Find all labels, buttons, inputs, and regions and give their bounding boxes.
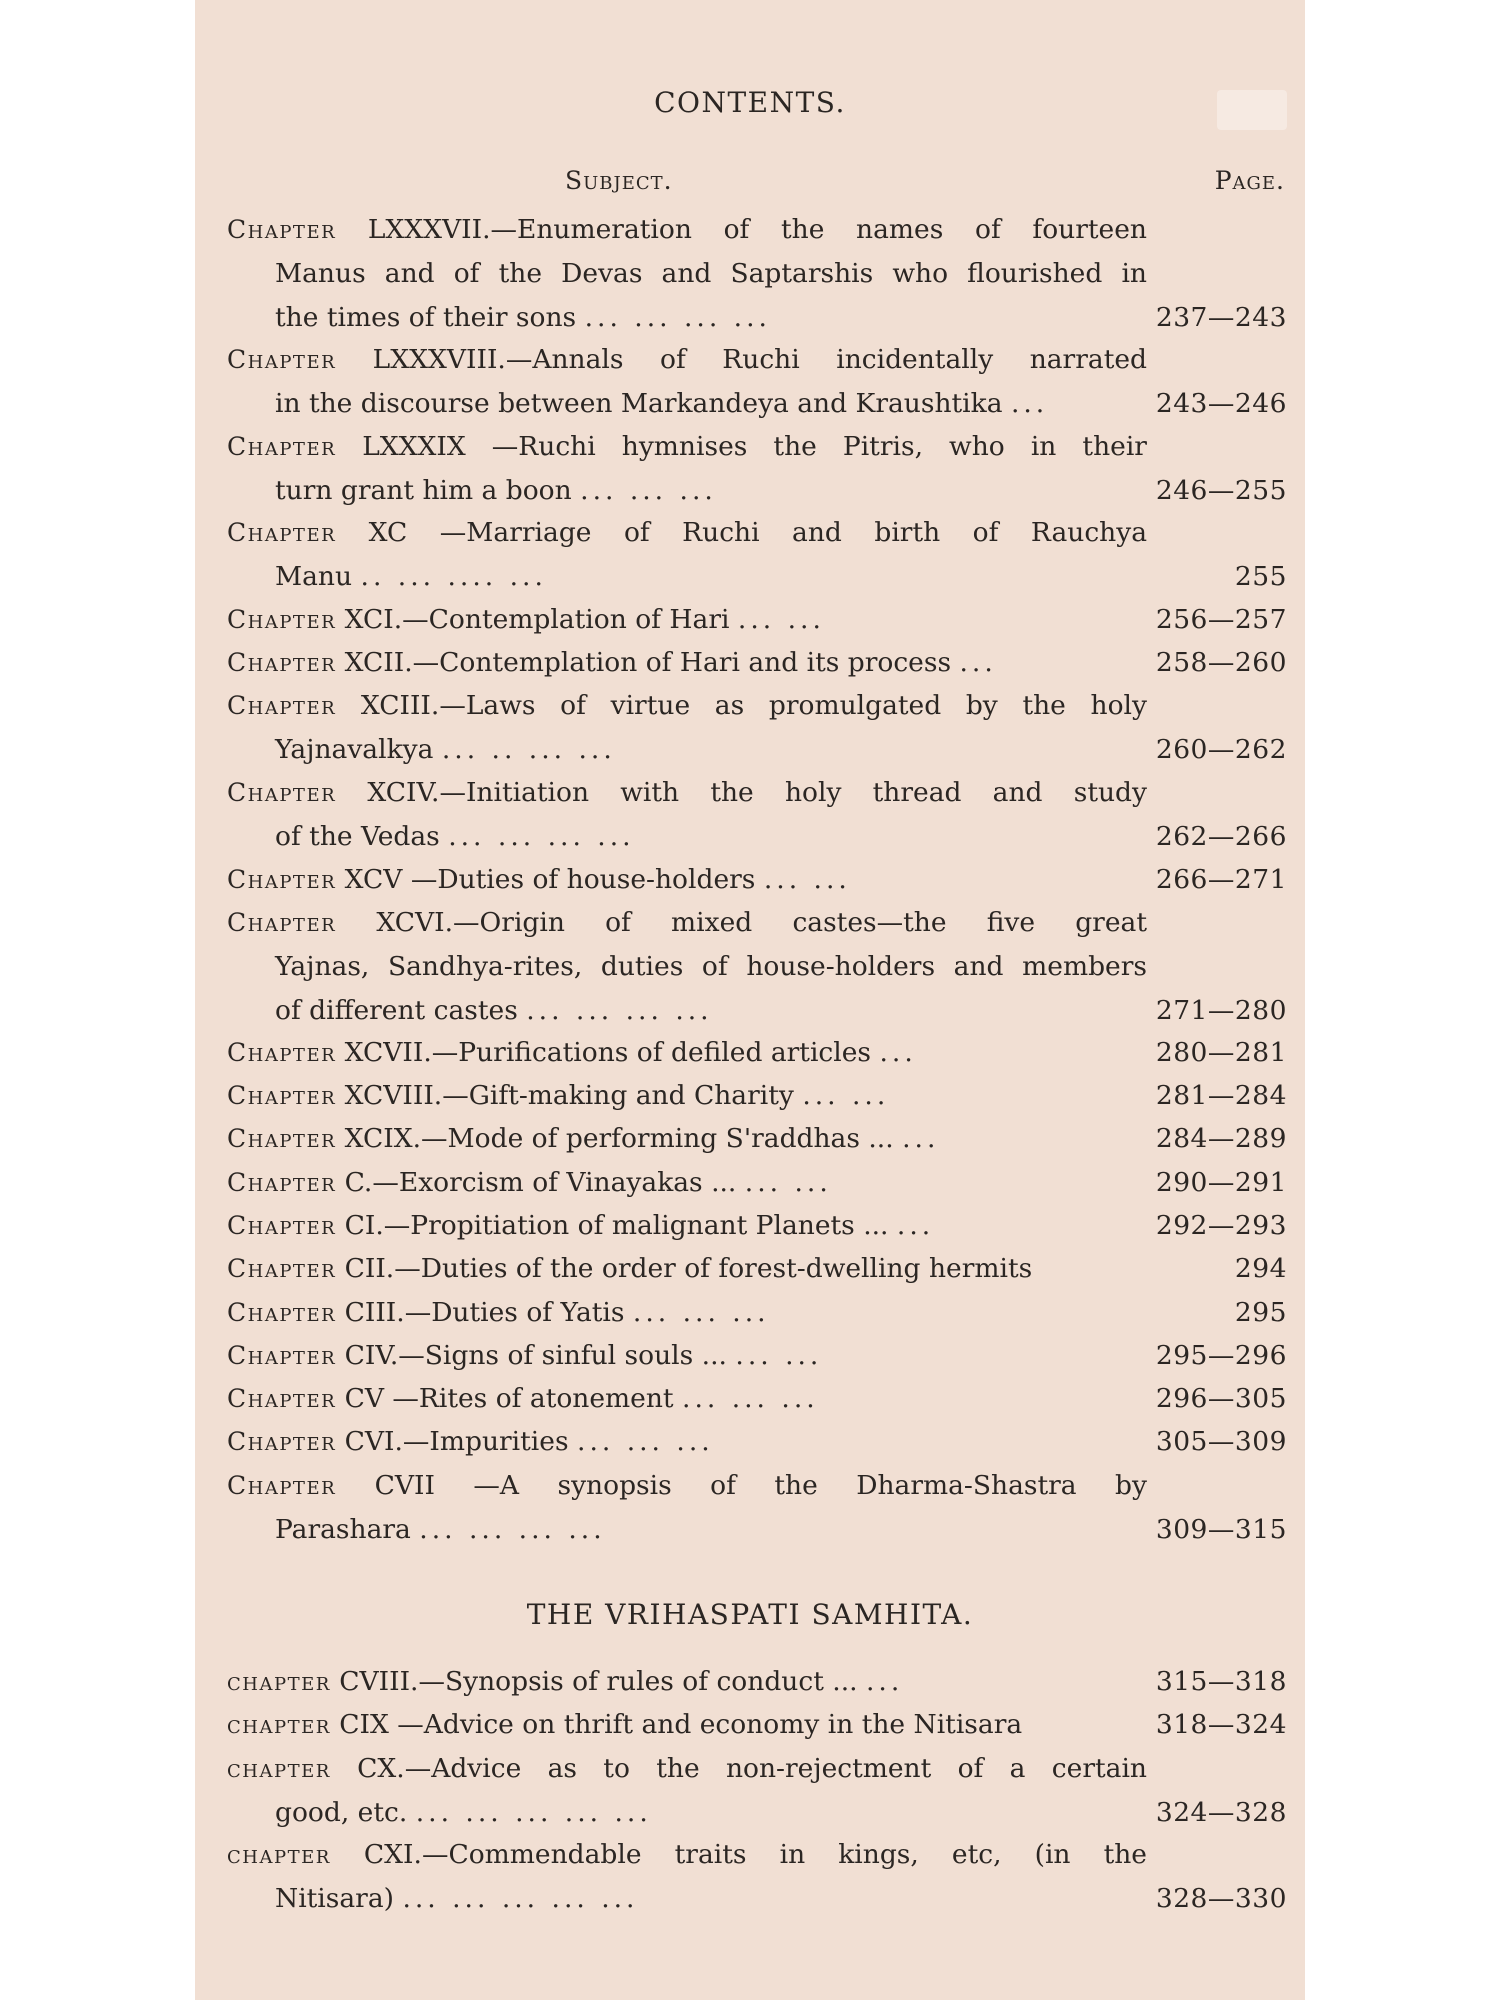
- chapter-description: —Commendable traits in kings, etc, (in the: [421, 1839, 1147, 1871]
- entry-text: [227, 598, 1147, 642]
- chapter-description: —Signs of sinful souls ...: [398, 1339, 727, 1371]
- chapter-numeral: XCIV.: [367, 776, 440, 808]
- chapter-description: Yajnas, Sandhya-rites, duties of house-holders and members: [275, 950, 1147, 982]
- entry-line: [227, 728, 1287, 772]
- entry-text: [227, 858, 1147, 902]
- chapter-description: —Duties of Yatis: [404, 1296, 625, 1328]
- leader-dots: ... ...: [802, 1080, 890, 1111]
- page-number: 292—293: [1155, 1209, 1287, 1241]
- entry-line: [227, 296, 1287, 340]
- entry-text: [227, 1791, 1147, 1835]
- chapter-numeral: LXXXVII.: [367, 214, 491, 245]
- leader-dots: ...: [1010, 387, 1049, 419]
- section-heading: THE VRIHASPATI SAMHITA.: [526, 1598, 974, 1631]
- chapter-label: Chapter: [227, 777, 337, 807]
- chapter-description: —Laws of virtue as promulgated by the holy: [439, 690, 1147, 722]
- chapter-description: —Initiation with the holy thread and study: [439, 776, 1147, 808]
- page-number: 309—315: [1155, 1513, 1287, 1545]
- chapter-description: —Annals of Ruchi incidentally narrated: [505, 343, 1147, 375]
- chapter-label: Chapter: [227, 604, 337, 634]
- leader-dots: ...: [902, 1123, 940, 1155]
- chapter-description: —Exorcism of Vinayakas ...: [372, 1166, 737, 1198]
- chapter-numeral: XC: [368, 517, 408, 549]
- chapter-description: Manu: [275, 561, 353, 593]
- leader-dots: ... ... ...: [577, 1426, 714, 1458]
- leader-dots: ...: [865, 1666, 904, 1697]
- entry-line: [227, 338, 1287, 382]
- chapter-label: Chapter: [227, 1210, 337, 1240]
- chapter-label: Chapter: [227, 518, 337, 548]
- chapter-numeral: LXXXIX: [362, 430, 466, 462]
- toc-entry: [227, 1660, 1287, 1704]
- toc-entry: [227, 511, 1287, 599]
- toc-entry: [227, 208, 1287, 340]
- toc-entry: [227, 1031, 1287, 1075]
- chapter-description: Manus and of the Devas and Saptarshis who flourished in: [275, 258, 1147, 289]
- chapter-numeral: CXI.: [363, 1839, 422, 1871]
- page-number: 296—305: [1155, 1383, 1287, 1415]
- entry-line: [227, 641, 1287, 685]
- toc-entry: [227, 1334, 1287, 1378]
- chapter-label: Chapter: [227, 691, 337, 721]
- chapter-numeral: XCIX.: [344, 1123, 422, 1155]
- chapter-label: Chapter: [227, 1384, 337, 1414]
- entry-text: [227, 1117, 1147, 1161]
- chapter-description: —Duties of house-holders: [402, 863, 756, 895]
- entry-line: [227, 858, 1287, 902]
- entry-text: [227, 1833, 1147, 1877]
- chapter-description: —Impurities: [402, 1426, 569, 1458]
- toc-entry: [227, 1291, 1287, 1335]
- toc-entry: [227, 1117, 1287, 1161]
- chapter-numeral: CVIII.: [339, 1666, 419, 1697]
- leader-dots: ... ... ...: [580, 474, 717, 506]
- subject-column-header: Subject.: [565, 166, 673, 195]
- page-number: 281—284: [1155, 1080, 1287, 1111]
- chapter-description: —Ruchi hymnises the Pitris, who in their: [465, 430, 1147, 462]
- leader-dots: ... ... ...: [632, 1296, 770, 1328]
- chapter-description: —Purifications of defiled articles: [431, 1036, 872, 1068]
- entry-text: [227, 1877, 1147, 1921]
- chapter-numeral: XCII.: [344, 647, 413, 678]
- toc-entry: [227, 1247, 1287, 1291]
- chapter-label: Chapter: [227, 907, 337, 937]
- toc-entry: [227, 858, 1287, 902]
- toc-entry: [227, 338, 1287, 426]
- chapter-description: of the Vedas: [275, 820, 440, 852]
- chapter-label: Chapter: [227, 1167, 337, 1197]
- entry-line: [227, 1291, 1287, 1335]
- leader-dots: ... ... ... ... ...: [415, 1796, 652, 1828]
- leader-dots: ... .. ... ...: [441, 734, 616, 766]
- chapter-label: Chapter: [227, 1340, 337, 1370]
- entry-line: [227, 1334, 1287, 1378]
- entry-text: [227, 425, 1147, 469]
- entry-text: [227, 511, 1147, 555]
- entry-line: [227, 252, 1287, 296]
- entry-text: [227, 989, 1147, 1033]
- page-number: 318—324: [1155, 1709, 1287, 1741]
- entry-text: [227, 1703, 1147, 1747]
- toc-entry: [227, 1074, 1287, 1118]
- chapter-description: —Duties of the order of forest-dwelling hermits: [394, 1253, 1033, 1285]
- leader-dots: ... ...: [744, 1166, 832, 1198]
- page-number: 260—262: [1155, 734, 1287, 766]
- toc-entry: [227, 1161, 1287, 1205]
- page-number: 255: [1234, 561, 1287, 593]
- chapter-numeral: CV: [344, 1383, 384, 1415]
- chapter-label: chapter: [227, 1710, 331, 1740]
- entry-text: [227, 252, 1147, 296]
- leader-dots: ...: [959, 647, 997, 678]
- chapter-numeral: CX.: [357, 1752, 405, 1784]
- entry-line: [227, 945, 1287, 989]
- entry-text: [227, 1747, 1147, 1791]
- page-number: 305—309: [1155, 1426, 1287, 1458]
- toc-entry: [227, 598, 1287, 642]
- contents-heading: CONTENTS.: [654, 86, 846, 119]
- entry-text: [227, 338, 1147, 382]
- chapter-label: Chapter: [227, 1297, 337, 1327]
- page-number: 271—280: [1155, 994, 1287, 1026]
- chapter-numeral: XCVIII.: [344, 1080, 443, 1111]
- entry-text: [227, 1660, 1147, 1704]
- toc-entry: [227, 901, 1287, 1033]
- chapter-numeral: XCIII.: [360, 690, 440, 722]
- entry-text: [227, 815, 1147, 859]
- entry-text: [227, 208, 1147, 252]
- leader-dots: .. ... .... ...: [360, 561, 547, 593]
- entry-line: [227, 511, 1287, 555]
- entry-text: [227, 382, 1147, 426]
- leader-dots: ...: [896, 1209, 935, 1241]
- entry-text: [227, 901, 1147, 945]
- chapter-label: Chapter: [227, 1254, 337, 1284]
- entry-line: [227, 208, 1287, 252]
- entry-line: [227, 771, 1287, 815]
- entry-line: [227, 901, 1287, 945]
- entry-text: [227, 1420, 1147, 1464]
- chapter-label: Chapter: [227, 1124, 337, 1154]
- chapter-label: Chapter: [227, 1427, 337, 1457]
- chapter-description: —Enumeration of the names of fourteen: [490, 214, 1147, 245]
- chapter-label: chapter: [227, 1753, 331, 1783]
- toc-entry: [227, 425, 1287, 513]
- page-number: 256—257: [1155, 603, 1287, 635]
- page-number: 237—243: [1155, 302, 1287, 333]
- chapter-numeral: XCVI.: [376, 906, 454, 938]
- chapter-label: chapter: [227, 1667, 331, 1696]
- toc-entry: [227, 771, 1287, 859]
- chapter-description: —Propitiation of malignant Planets ...: [383, 1209, 889, 1241]
- page-column-header: Page.: [1214, 166, 1285, 195]
- entry-text: [227, 1291, 1147, 1335]
- chapter-label: Chapter: [227, 431, 337, 461]
- chapter-description: Yajnavalkya: [275, 734, 434, 766]
- page-number: 266—271: [1155, 863, 1287, 895]
- entry-text: [227, 1334, 1147, 1378]
- entry-line: [227, 1031, 1287, 1075]
- chapter-numeral: CIII.: [344, 1296, 405, 1328]
- entry-text: [227, 1204, 1147, 1248]
- chapter-description: Parashara: [275, 1513, 411, 1545]
- entry-line: [227, 598, 1287, 642]
- chapter-description: —Advice as to the non-rejectment of a certain: [404, 1752, 1147, 1784]
- leader-dots: ... ... ...: [682, 1383, 819, 1415]
- entry-line: [227, 1464, 1287, 1508]
- chapter-numeral: CVII: [374, 1469, 435, 1501]
- entry-line: [227, 989, 1287, 1033]
- page-number: 294: [1234, 1253, 1287, 1285]
- page-number: 295: [1234, 1296, 1287, 1328]
- entry-text: [227, 1377, 1147, 1421]
- entry-line: [227, 1877, 1287, 1921]
- chapter-description: Nitisara): [275, 1883, 394, 1915]
- page-number: 246—255: [1155, 474, 1287, 506]
- chapter-numeral: C.: [344, 1166, 373, 1198]
- leader-dots: ... ...: [737, 603, 825, 635]
- page-number: 284—289: [1155, 1123, 1287, 1155]
- chapter-numeral: LXXXVIII.: [372, 343, 506, 375]
- chapter-numeral: XCI.: [344, 603, 403, 635]
- toc-entry: [227, 1747, 1287, 1835]
- chapter-description: —Advice on thrift and economy in the Nitisara: [388, 1709, 1023, 1741]
- entry-line: [227, 382, 1287, 426]
- leader-dots: ... ... ... ...: [419, 1513, 606, 1545]
- chapter-numeral: CIX: [339, 1709, 389, 1741]
- toc-entry: [227, 641, 1287, 685]
- leader-dots: ...: [879, 1036, 917, 1068]
- entry-text: [227, 641, 1147, 685]
- toc-entry: [227, 1420, 1287, 1464]
- entry-text: [227, 1031, 1147, 1075]
- chapter-description: —A synopsis of the Dharma-Shastra by: [434, 1469, 1147, 1501]
- leader-dots: ... ... ... ...: [584, 302, 771, 333]
- entry-line: [227, 1161, 1287, 1205]
- chapter-label: Chapter: [227, 344, 337, 374]
- entry-text: [227, 771, 1147, 815]
- toc-entry: [227, 1703, 1287, 1747]
- chapter-label: Chapter: [227, 864, 337, 894]
- page-number: 258—260: [1155, 647, 1287, 678]
- entry-line: [227, 555, 1287, 599]
- chapter-description: —Contemplation of Hari and its process: [412, 647, 952, 678]
- entry-line: [227, 1420, 1287, 1464]
- entry-line: [227, 815, 1287, 859]
- chapter-description: turn grant him a boon: [275, 474, 572, 506]
- chapter-numeral: CIV.: [344, 1339, 399, 1371]
- chapter-label: Chapter: [227, 215, 337, 244]
- leader-dots: ... ...: [763, 863, 851, 895]
- chapter-numeral: XCV: [344, 863, 403, 895]
- chapter-description: good, etc.: [275, 1796, 408, 1828]
- book-page: [195, 0, 1305, 2000]
- page-number: 315—318: [1155, 1666, 1287, 1697]
- page-number: 328—330: [1155, 1883, 1287, 1915]
- entry-line: [227, 1791, 1287, 1835]
- entry-line: [227, 1833, 1287, 1877]
- leader-dots: ... ...: [735, 1339, 823, 1371]
- chapter-numeral: CVI.: [344, 1426, 403, 1458]
- page-number: 324—328: [1155, 1796, 1287, 1828]
- chapter-description: —Rites of atonement: [384, 1383, 674, 1415]
- entry-text: [227, 945, 1147, 989]
- chapter-description: in the discourse between Markandeya and Kraushtika: [275, 387, 1003, 419]
- chapter-label: Chapter: [227, 1470, 337, 1500]
- chapter-label: chapter: [227, 1840, 331, 1870]
- entry-text: [227, 1508, 1147, 1552]
- chapter-numeral: XCVII.: [344, 1036, 432, 1068]
- entry-line: [227, 684, 1287, 728]
- toc-entry: [227, 1833, 1287, 1921]
- entry-text: [227, 469, 1147, 513]
- entry-line: [227, 1377, 1287, 1421]
- page-number: 262—266: [1155, 820, 1287, 852]
- leader-dots: ... ... ... ... ...: [402, 1883, 639, 1915]
- entry-line: [227, 469, 1287, 513]
- chapter-label: Chapter: [227, 648, 337, 677]
- entry-line: [227, 1074, 1287, 1118]
- page-number: 243—246: [1155, 387, 1287, 419]
- leader-dots: ... ... ... ...: [526, 994, 713, 1026]
- page-number: 295—296: [1155, 1339, 1287, 1371]
- chapter-description: the times of their sons: [275, 302, 577, 333]
- entry-text: [227, 728, 1147, 772]
- chapter-description: —Contemplation of Hari: [402, 603, 730, 635]
- chapter-numeral: CII.: [344, 1253, 395, 1285]
- chapter-label: Chapter: [227, 1081, 337, 1110]
- entry-text: [227, 1247, 1147, 1291]
- entry-text: [227, 1464, 1147, 1508]
- entry-line: [227, 1117, 1287, 1161]
- chapter-description: —Mode of performing S'raddhas ...: [421, 1123, 894, 1155]
- leader-dots: ... ... ... ...: [448, 820, 635, 852]
- entry-line: [227, 425, 1287, 469]
- chapter-description: —Marriage of Ruchi and birth of Rauchya: [407, 517, 1147, 549]
- chapter-description: —Gift-making and Charity: [442, 1080, 794, 1111]
- entry-line: [227, 1703, 1287, 1747]
- entry-line: [227, 1660, 1287, 1704]
- chapter-description: of different castes: [275, 994, 518, 1026]
- entry-line: [227, 1747, 1287, 1791]
- entry-text: [227, 684, 1147, 728]
- entry-text: [227, 1074, 1147, 1118]
- toc-entry: [227, 1377, 1287, 1421]
- entry-line: [227, 1204, 1287, 1248]
- chapter-numeral: CI.: [344, 1209, 384, 1241]
- page-number: 290—291: [1155, 1166, 1287, 1198]
- entry-text: [227, 555, 1147, 599]
- entry-line: [227, 1247, 1287, 1291]
- chapter-description: —Origin of mixed castes—the five great: [453, 906, 1147, 938]
- chapter-label: Chapter: [227, 1037, 337, 1067]
- toc-entry: [227, 684, 1287, 772]
- entry-line: [227, 1508, 1287, 1552]
- entry-text: [227, 1161, 1147, 1205]
- page-number: 280—281: [1155, 1036, 1287, 1068]
- toc-entry: [227, 1464, 1287, 1552]
- toc-entry: [227, 1204, 1287, 1248]
- chapter-description: —Synopsis of rules of conduct ...: [418, 1666, 858, 1697]
- entry-text: [227, 296, 1147, 340]
